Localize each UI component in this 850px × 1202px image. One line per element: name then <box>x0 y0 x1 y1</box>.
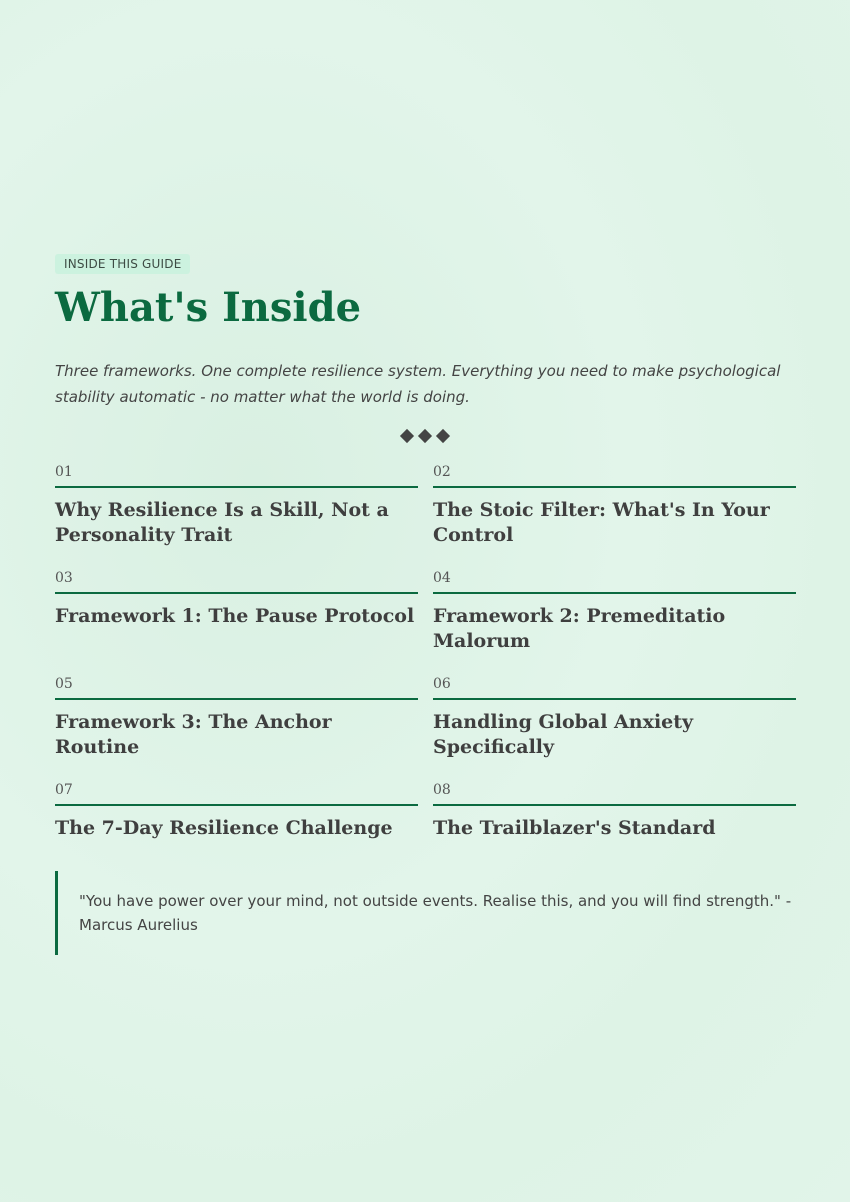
item-number: 06 <box>433 676 796 700</box>
item-number: 07 <box>55 782 418 806</box>
diamond-icon <box>436 429 450 443</box>
item-title: The Trailblazer's Standard <box>433 817 716 839</box>
diamond-icon <box>418 429 432 443</box>
item-title: Framework 3: The Anchor Routine <box>55 711 332 758</box>
section-eyebrow: INSIDE THIS GUIDE <box>55 254 190 274</box>
item-title: Why Resilience Is a Skill, Not a Personality Trait <box>55 499 389 546</box>
item-number: 08 <box>433 782 796 806</box>
item-title: Framework 2: Premeditatio Malorum <box>433 605 726 652</box>
page-title: What's Inside <box>55 284 362 331</box>
item-number: 02 <box>433 464 796 488</box>
item-number: 04 <box>433 570 796 594</box>
pull-quote: "You have power over your mind, not outside events. Realise this, and you will find strength." - Marcus Aurelius <box>55 871 795 955</box>
contents-item <box>433 782 796 841</box>
intro-text: Three frameworks. One complete resilience system. Everything you need to make psychological stability automatic - no matter what the world is doing. <box>55 362 781 406</box>
item-title: Handling Global Anxiety Specifically <box>433 711 694 758</box>
contents-item <box>433 570 796 654</box>
item-title: The 7-Day Resilience Challenge <box>55 817 393 839</box>
page-content <box>55 253 795 970</box>
contents-item <box>55 676 418 760</box>
item-number: 01 <box>55 464 418 488</box>
section-divider <box>55 426 795 448</box>
item-number: 05 <box>55 676 418 700</box>
contents-item <box>433 676 796 760</box>
contents-item <box>55 464 418 548</box>
contents-item <box>55 782 418 841</box>
contents-item <box>55 570 418 654</box>
item-number: 03 <box>55 570 418 594</box>
item-title: Framework 1: The Pause Protocol <box>55 605 415 627</box>
contents-item <box>433 464 796 548</box>
contents-grid <box>55 464 795 863</box>
item-title: The Stoic Filter: What's In Your Control <box>433 499 770 546</box>
diamond-icon <box>400 429 414 443</box>
